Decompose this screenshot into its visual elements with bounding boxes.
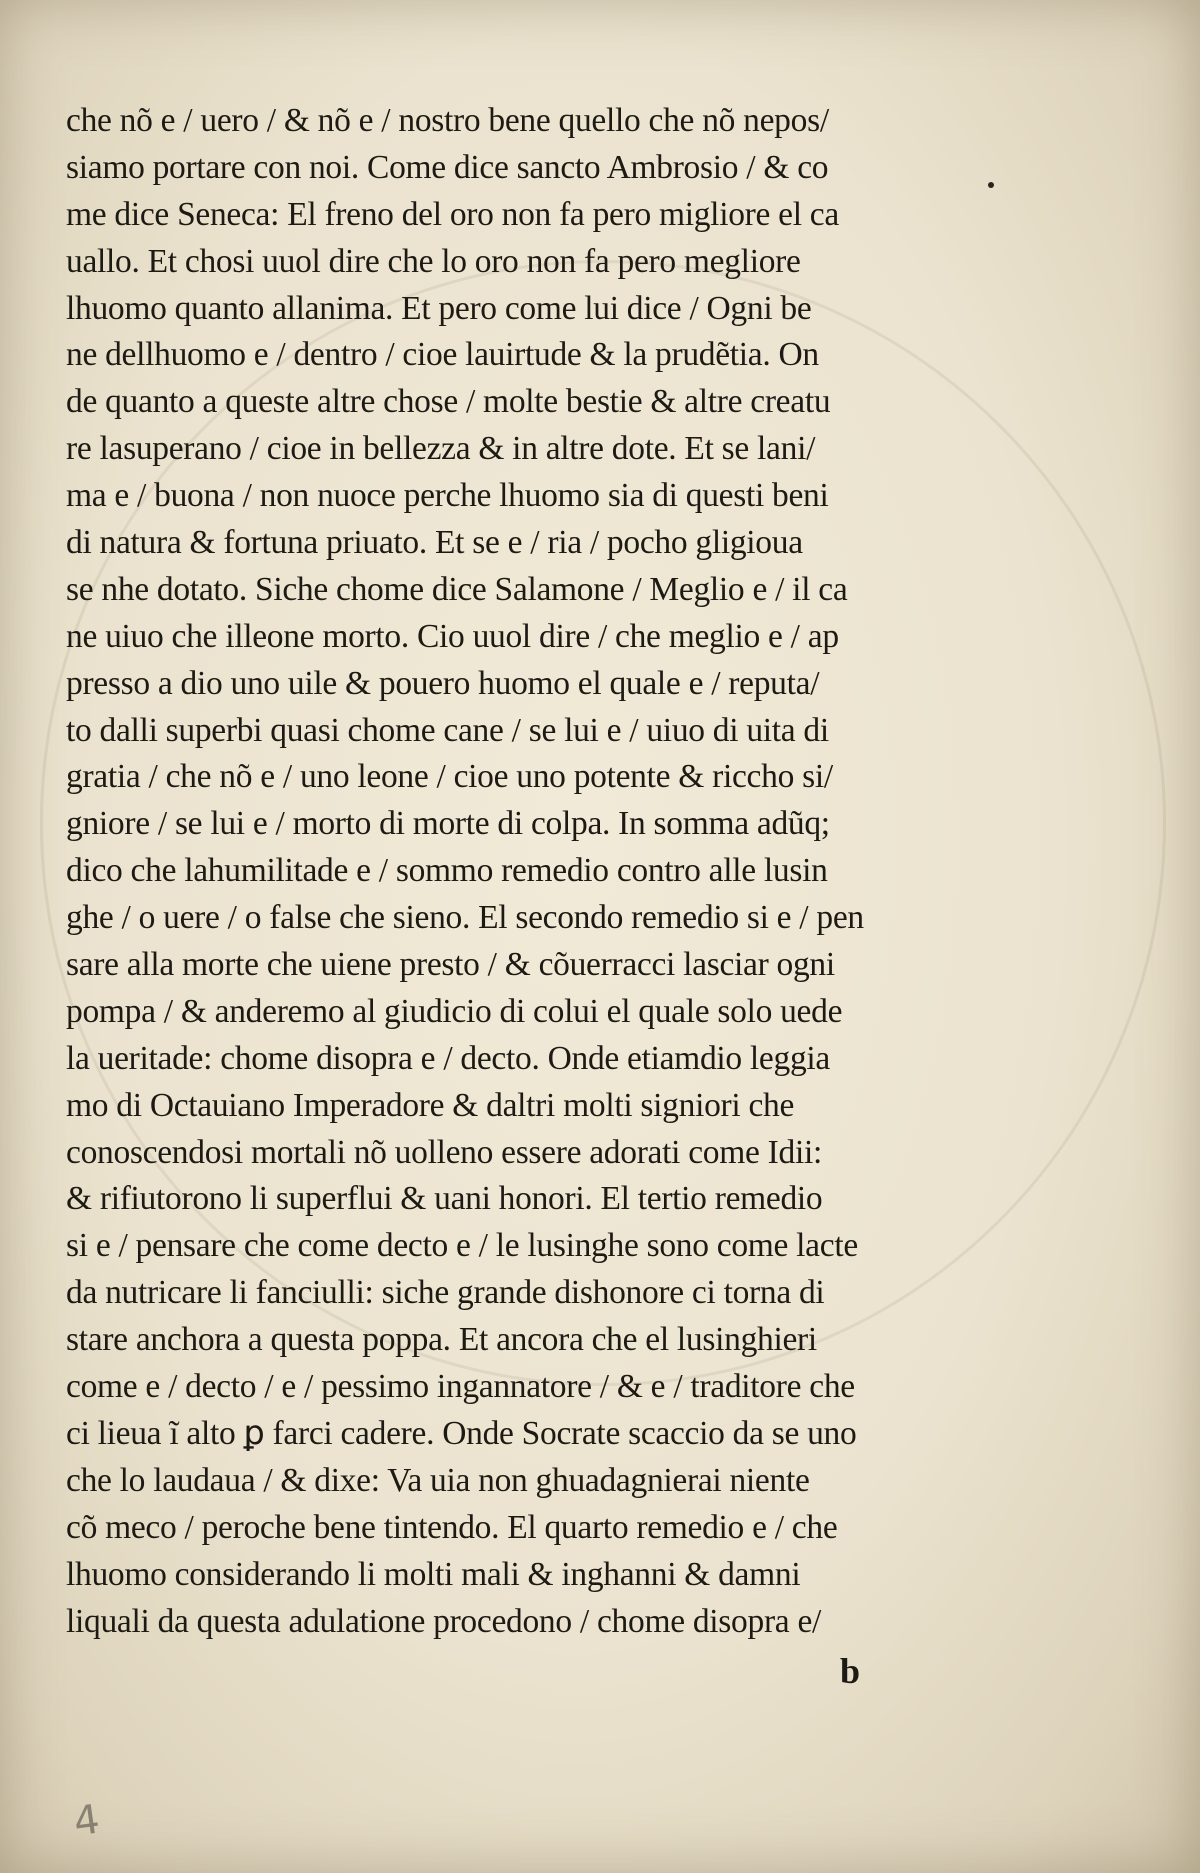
text-line-4: uallo. Et chosi uuol dire che lo oro non fa pero megliore	[66, 242, 801, 280]
text-line-9: ma e / buona / non nuoce perche lhuomo sia di questi beni	[66, 477, 829, 515]
ink-spot	[988, 182, 994, 188]
text-line-21: la ueritade: chome disopra e / decto. Onde etiamdio leggia	[66, 1039, 830, 1077]
text-line-19: sare alla morte che uiene presto / & cõuerracci lasciar ogni	[66, 946, 835, 984]
text-line-26: da nutricare li fanciulli: siche grande dishonore ci torna di	[66, 1274, 825, 1312]
text-line-29: ci lieua ĩ alto ꝑ farci cadere. Onde Socrate scaccio da se uno	[66, 1414, 857, 1452]
text-line-16: gniore / se lui e / morto di morte di colpa. In somma adũq;	[66, 805, 830, 843]
text-line-23: conoscendosi mortali nõ uolleno essere adorati come Idii:	[66, 1133, 822, 1171]
text-line-12: ne uiuo che illeone morto. Cio uuol dire / che meglio e / ap	[66, 617, 839, 655]
printed-text-block	[66, 98, 946, 1645]
text-line-18: ghe / o uere / o false che sieno. El secondo remedio si e / pen	[66, 899, 864, 937]
text-line-24: & rifiutorono li superflui & uani honori. El tertio remedio	[66, 1180, 823, 1218]
pencil-margin-note: 4	[70, 1796, 103, 1846]
text-line-31: cõ meco / peroche bene tintendo. El quarto remedio e / che	[66, 1508, 838, 1546]
text-line-2: siamo portare con noi. Come dice sancto Ambrosio / & co	[66, 148, 829, 186]
text-line-27: stare anchora a questa poppa. Et ancora che el lusinghieri	[66, 1321, 817, 1359]
text-line-22: mo di Octauiano Imperadore & daltri molti signiori che	[66, 1086, 795, 1124]
text-line-5: lhuomo quanto allanima. Et pero come lui dice / Ogni be	[66, 289, 812, 327]
text-line-7: de quanto a queste altre chose / molte bestie & altre creatu	[66, 383, 831, 421]
text-line-14: to dalli superbi quasi chome cane / se lui e / uiuo di uita di	[66, 711, 829, 749]
text-line-33: liquali da questa adulatione procedono / chome disopra e/	[66, 1602, 822, 1640]
text-line-25: si e / pensare che come decto e / le lusinghe sono come lacte	[66, 1227, 858, 1265]
text-line-10: di natura & fortuna priuato. Et se e / ria / pocho gligioua	[66, 524, 803, 562]
text-line-17: dico che lahumilitade e / sommo remedio contro alle lusin	[66, 852, 828, 890]
text-line-8: re lasuperano / cioe in bellezza & in altre dote. Et se lani/	[66, 430, 816, 468]
text-line-11: se nhe dotato. Siche chome dice Salamone / Meglio e / il ca	[66, 570, 848, 608]
text-line-1: che nõ e / uero / & nõ e / nostro bene quello che nõ nepos/	[66, 102, 829, 139]
text-line-13: presso a dio uno uile & pouero huomo el quale e / reputa/	[66, 664, 820, 702]
text-line-30: che lo laudaua / & dixe: Va uia non ghuadagnierai niente	[66, 1461, 810, 1499]
text-line-28: come e / decto / e / pessimo ingannatore / & e / traditore che	[66, 1368, 855, 1406]
text-line-20: pompa / & anderemo al giudicio di colui el quale solo uede	[66, 992, 843, 1030]
signature-mark: b	[840, 1651, 861, 1691]
text-line-6: ne dellhuomo e / dentro / cioe lauirtude & la prudẽtia. On	[66, 336, 819, 374]
text-line-32: lhuomo considerando li molti mali & inghanni & damni	[66, 1555, 801, 1593]
text-line-3: me dice Seneca: El freno del oro non fa pero migliore el ca	[66, 195, 839, 233]
text-line-15: gratia / che nõ e / uno leone / cioe uno potente & riccho si/	[66, 758, 833, 796]
